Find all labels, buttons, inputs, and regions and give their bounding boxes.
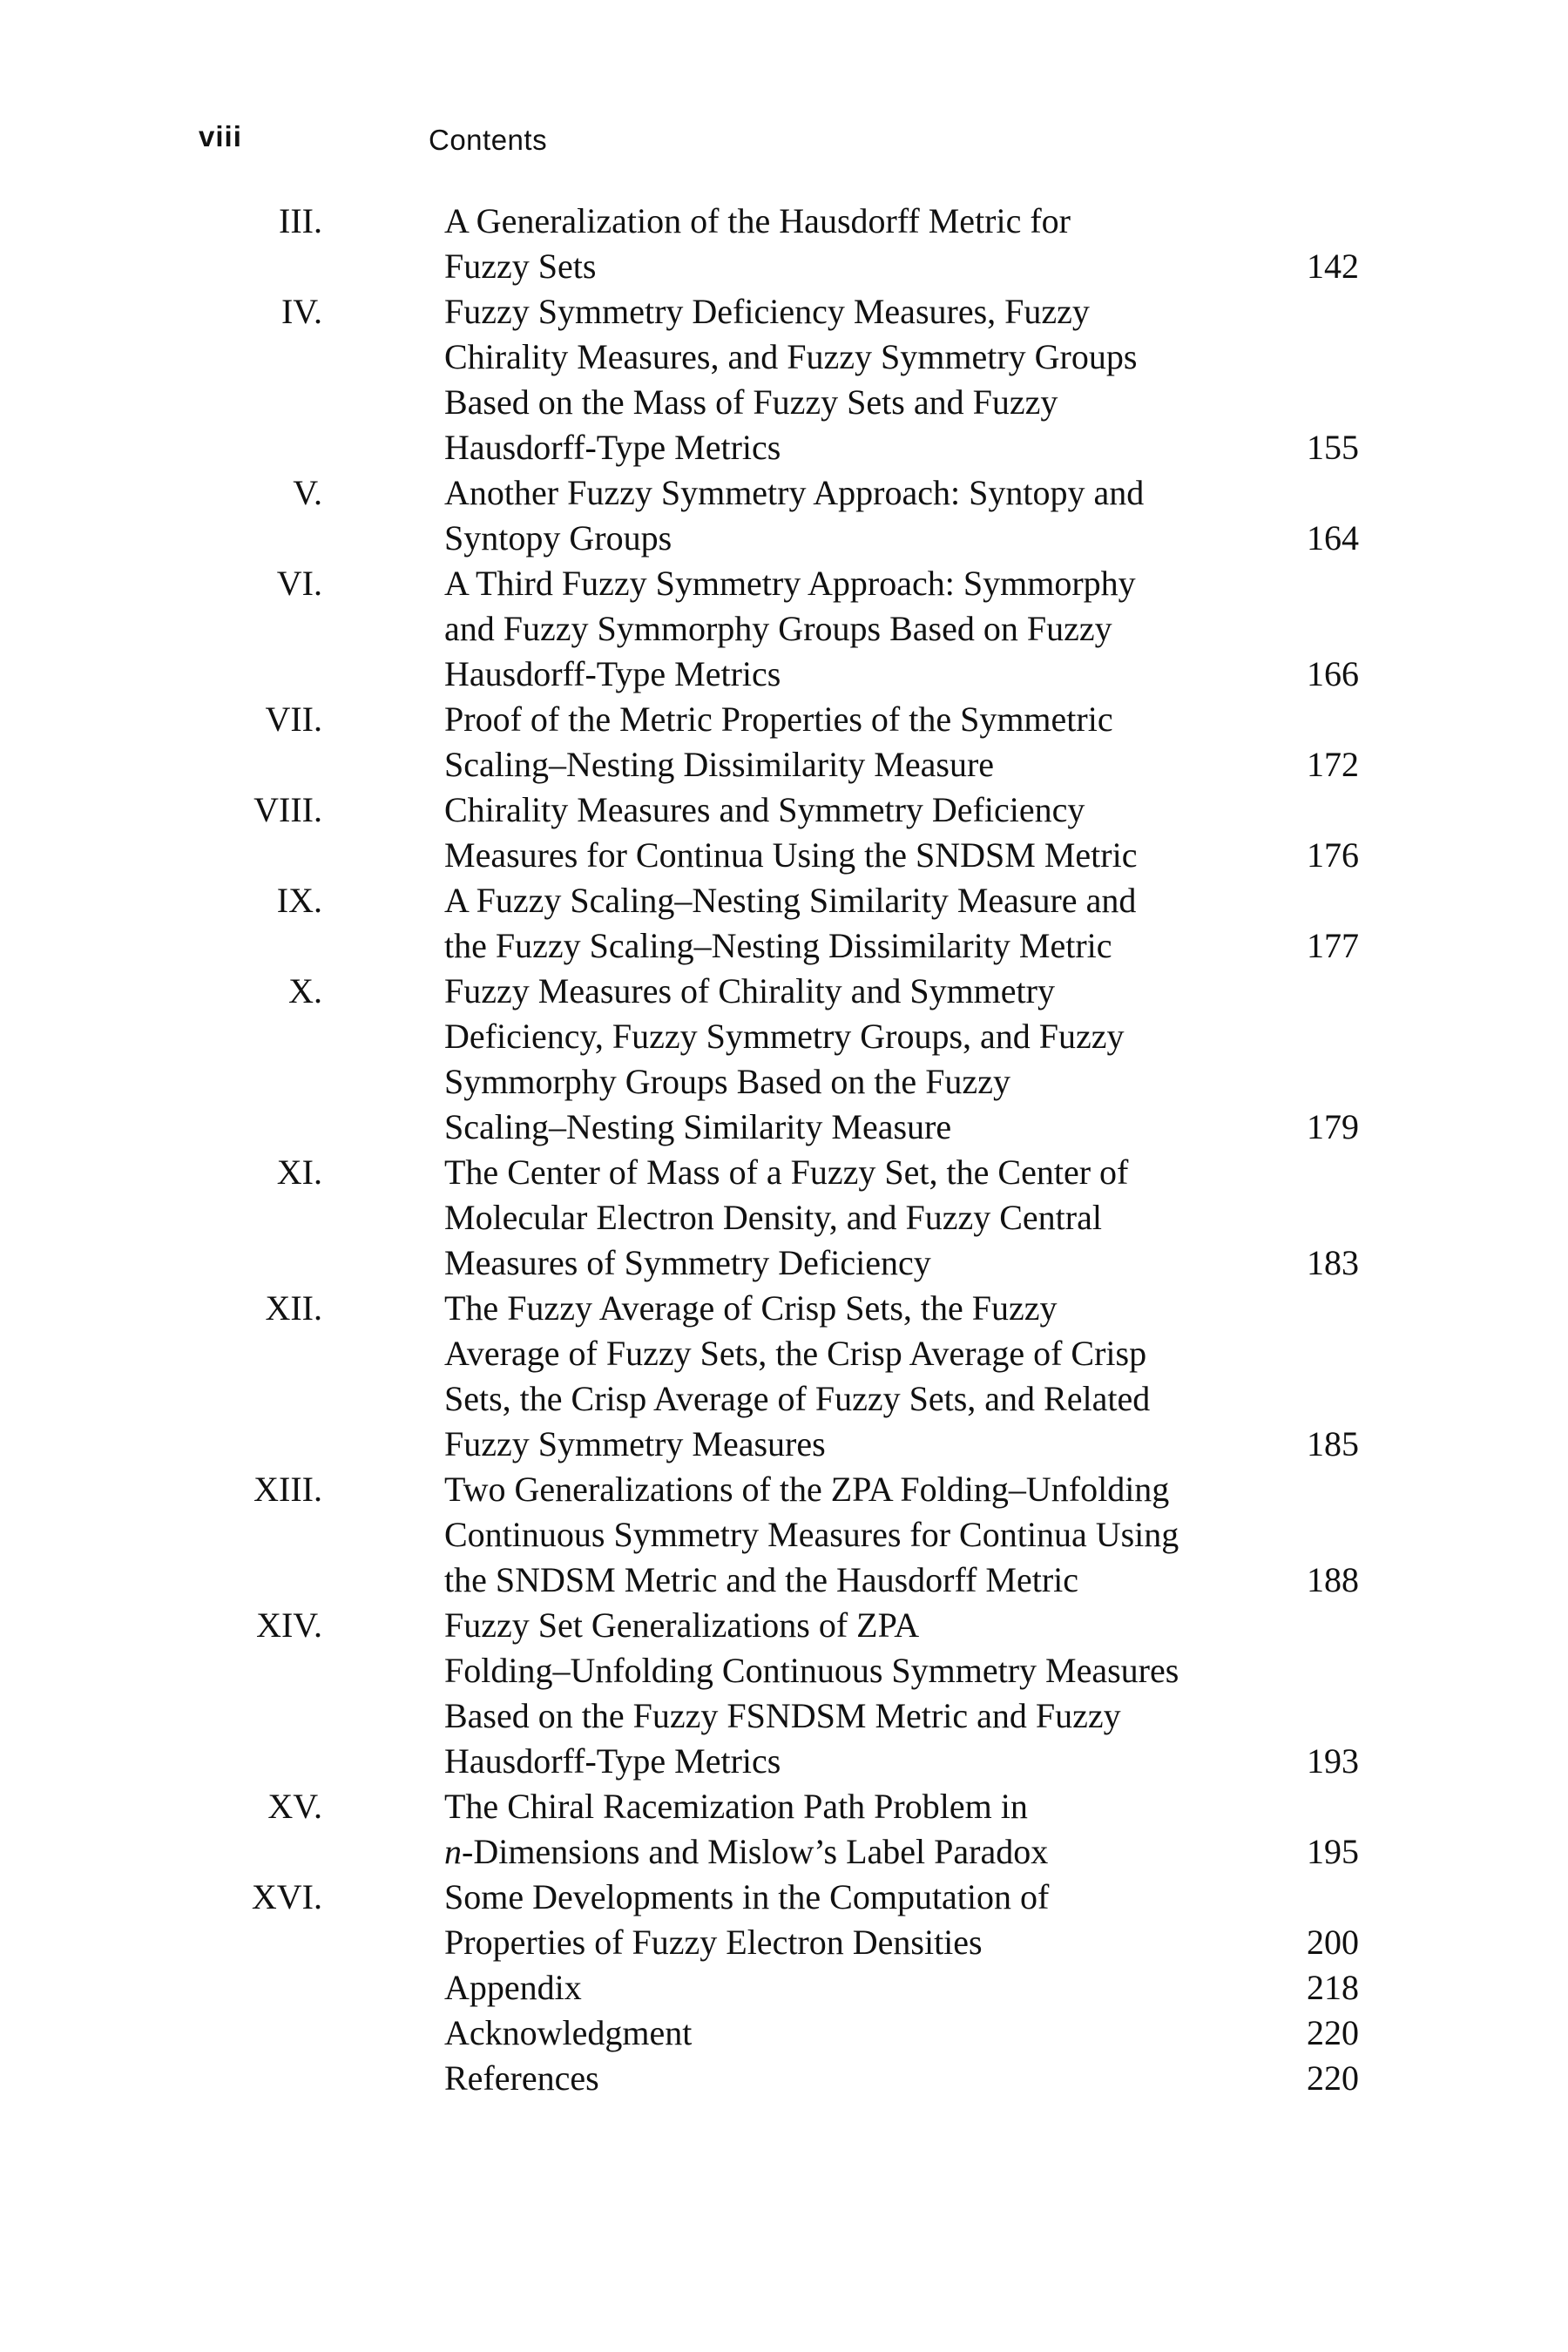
toc-entry-title-line: Molecular Electron Density, and Fuzzy Central (444, 1198, 1102, 1237)
toc-entry-title-line: the Fuzzy Scaling–Nesting Dissimilarity Metric (444, 926, 1112, 965)
toc-entry (331, 2011, 1368, 2056)
toc-entry-numeral: XIV. (256, 1605, 322, 1645)
toc-entry-page-number: 185 (1307, 1424, 1359, 1463)
toc-entry-title-line: Folding–Unfolding Continuous Symmetry Measures (444, 1651, 1179, 1690)
toc-entry-title (444, 787, 1272, 878)
toc-entry (253, 787, 1368, 878)
running-title: Contents (429, 124, 548, 156)
toc-entry (267, 1784, 1368, 1875)
toc-entry-page-number: 220 (1307, 2013, 1359, 2052)
toc-entry-page-number: 179 (1307, 1107, 1359, 1146)
toc-entry-page-number: 142 (1307, 247, 1359, 286)
toc-entry-page-number: 195 (1307, 1832, 1359, 1871)
toc-entry (253, 1467, 1368, 1603)
toc-entry-title (444, 1150, 1272, 1286)
toc-entry-title-line: Continuous Symmetry Measures for Continua Using (444, 1515, 1179, 1554)
toc-entry (331, 1965, 1368, 2011)
toc-entry-title-line: Symmorphy Groups Based on the Fuzzy (444, 1062, 1010, 1101)
toc-entry-page-number: 172 (1307, 745, 1359, 784)
toc-entry-page-number: 166 (1307, 654, 1359, 693)
toc-entry (279, 199, 1368, 289)
toc-entry-title-line: A Generalization of the Hausdorff Metric for (444, 201, 1071, 240)
toc-entry-numeral: VIII. (253, 790, 322, 829)
toc-entry-page-number: 177 (1307, 926, 1359, 965)
toc-entry-title-line: Based on the Fuzzy FSNDSM Metric and Fuzzy (444, 1696, 1121, 1735)
toc-entry-title-line: the SNDSM Metric and the Hausdorff Metric (444, 1560, 1079, 1599)
toc-entry-title-line: References (444, 2058, 599, 2098)
toc-entry-title (444, 1603, 1272, 1784)
toc-entry-numeral: XII. (265, 1288, 322, 1328)
toc-entry-numeral: VI. (276, 564, 322, 603)
toc-entry-title-line: Average of Fuzzy Sets, the Crisp Average of Crisp (444, 1334, 1147, 1373)
toc-entry (265, 697, 1368, 787)
toc-entry-title (444, 969, 1272, 1150)
toc-entry-title (444, 878, 1272, 969)
toc-entry-numeral: XVI. (251, 1877, 322, 1916)
toc-entry-title-line: A Fuzzy Scaling–Nesting Similarity Measure and (444, 881, 1137, 920)
toc-entry-numeral: X. (288, 971, 322, 1010)
toc-entry-title-line: Sets, the Crisp Average of Fuzzy Sets, and Related (444, 1379, 1151, 1418)
page-folio: viii (199, 120, 242, 152)
toc-entry-title-line: The Center of Mass of a Fuzzy Set, the Center of (444, 1152, 1129, 1192)
toc-entry-numeral: IX. (276, 881, 322, 920)
toc-entry (256, 1603, 1368, 1784)
toc-entry-title-line: Proof of the Metric Properties of the Symmetric (444, 700, 1113, 739)
toc-entry-numeral: XI. (276, 1152, 322, 1192)
toc-entry (288, 969, 1368, 1150)
toc-entry-numeral: IV. (280, 292, 322, 331)
toc-entry-title (444, 199, 1272, 289)
toc-entry-title-line: Acknowledgment (444, 2013, 693, 2052)
toc-entry-title-line: Scaling–Nesting Dissimilarity Measure (444, 745, 995, 784)
toc-entry-title-text: -Dimensions and Mislow’s Label Paradox (462, 1832, 1049, 1871)
toc-entry-title (444, 2056, 1272, 2101)
toc-entry (265, 1286, 1368, 1467)
toc-entry-title (444, 561, 1272, 697)
toc-entry-title-line: Some Developments in the Computation of (444, 1877, 1050, 1916)
toc-entry-numeral: III. (279, 201, 322, 240)
toc-entry-page-number: 155 (1307, 428, 1359, 467)
page-header (199, 120, 1394, 164)
toc-entry-page-number: 164 (1307, 518, 1359, 558)
toc-entry-title-line: Fuzzy Measures of Chirality and Symmetry (444, 971, 1055, 1010)
toc-entry-title-line: Hausdorff-Type Metrics (444, 654, 781, 693)
toc-entry (276, 1150, 1368, 1286)
toc-entry-numeral: VII. (265, 700, 322, 739)
toc-entry-page-number: 218 (1307, 1968, 1359, 2007)
toc-entry-title-line: and Fuzzy Symmorphy Groups Based on Fuzzy (444, 609, 1112, 648)
toc-entry-title-line: Measures for Continua Using the SNDSM Metric (444, 835, 1138, 875)
toc-entry-title-line: Another Fuzzy Symmetry Approach: Syntopy and (444, 473, 1145, 512)
toc-entry-title-line: Measures of Symmetry Deficiency (444, 1243, 931, 1282)
toc-entry-title-line: Deficiency, Fuzzy Symmetry Groups, and Fuzzy (444, 1017, 1125, 1056)
toc-entry-numeral: XV. (267, 1787, 322, 1826)
toc-entry-title-line: Syntopy Groups (444, 518, 672, 558)
toc-entry-title-line: Hausdorff-Type Metrics (444, 1741, 781, 1781)
toc-entry (276, 878, 1368, 969)
italic-variable: n (444, 1832, 462, 1871)
toc-entry-title-line: Appendix (444, 1968, 582, 2007)
toc-entry-numeral: V. (293, 473, 322, 512)
toc-entry-title-line: Chirality Measures, and Fuzzy Symmetry Groups (444, 337, 1138, 376)
toc-entry-title-line: Fuzzy Symmetry Measures (444, 1424, 826, 1463)
toc-entry (276, 561, 1368, 697)
toc-entry (331, 2056, 1368, 2101)
toc-entry-title (444, 1286, 1272, 1467)
toc-entry-title-line: Based on the Mass of Fuzzy Sets and Fuzzy (444, 382, 1058, 422)
toc-entry-title-line: Fuzzy Set Generalizations of ZPA (444, 1605, 920, 1645)
toc-entry-page-number: 200 (1307, 1923, 1359, 1962)
toc-entry-title-line (444, 1829, 1272, 1875)
toc-entry-title (444, 1467, 1272, 1603)
toc-entry-page-number: 188 (1307, 1560, 1359, 1599)
toc-entry-page-number: 193 (1307, 1741, 1359, 1781)
toc-entry-title (444, 1784, 1272, 1875)
toc-entry-page-number: 220 (1307, 2058, 1359, 2098)
toc-entry-page-number: 183 (1307, 1243, 1359, 1282)
toc-entry-title-line: Hausdorff-Type Metrics (444, 428, 781, 467)
toc-entry-title-line: Scaling–Nesting Similarity Measure (444, 1107, 952, 1146)
toc-entry-page-number: 176 (1307, 835, 1359, 875)
toc-entry-numeral: XIII. (253, 1470, 322, 1509)
table-of-contents (251, 199, 1368, 2101)
toc-entry (280, 289, 1368, 470)
toc-entry-title-line: Two Generalizations of the ZPA Folding–Unfolding (444, 1470, 1170, 1509)
toc-entry-title-line: The Fuzzy Average of Crisp Sets, the Fuzzy (444, 1288, 1058, 1328)
toc-entry-title (444, 289, 1272, 470)
toc-entry-title-line: Fuzzy Symmetry Deficiency Measures, Fuzzy (444, 292, 1090, 331)
toc-entry-title (444, 1875, 1272, 1965)
toc-entry-title (444, 1965, 1272, 2011)
toc-entry-title-line: Fuzzy Sets (444, 247, 597, 286)
toc-entry-title (444, 697, 1272, 787)
toc-entry (251, 1875, 1368, 1965)
toc-entry-title (444, 470, 1272, 561)
toc-entry-title-line: A Third Fuzzy Symmetry Approach: Symmorphy (444, 564, 1136, 603)
toc-entry-title-line: The Chiral Racemization Path Problem in (444, 1787, 1028, 1826)
toc-entry-title (444, 2011, 1272, 2056)
toc-entry (293, 470, 1368, 561)
toc-entry-title-line: Properties of Fuzzy Electron Densities (444, 1923, 983, 1962)
toc-entry-title-line: Chirality Measures and Symmetry Deficiency (444, 790, 1085, 829)
